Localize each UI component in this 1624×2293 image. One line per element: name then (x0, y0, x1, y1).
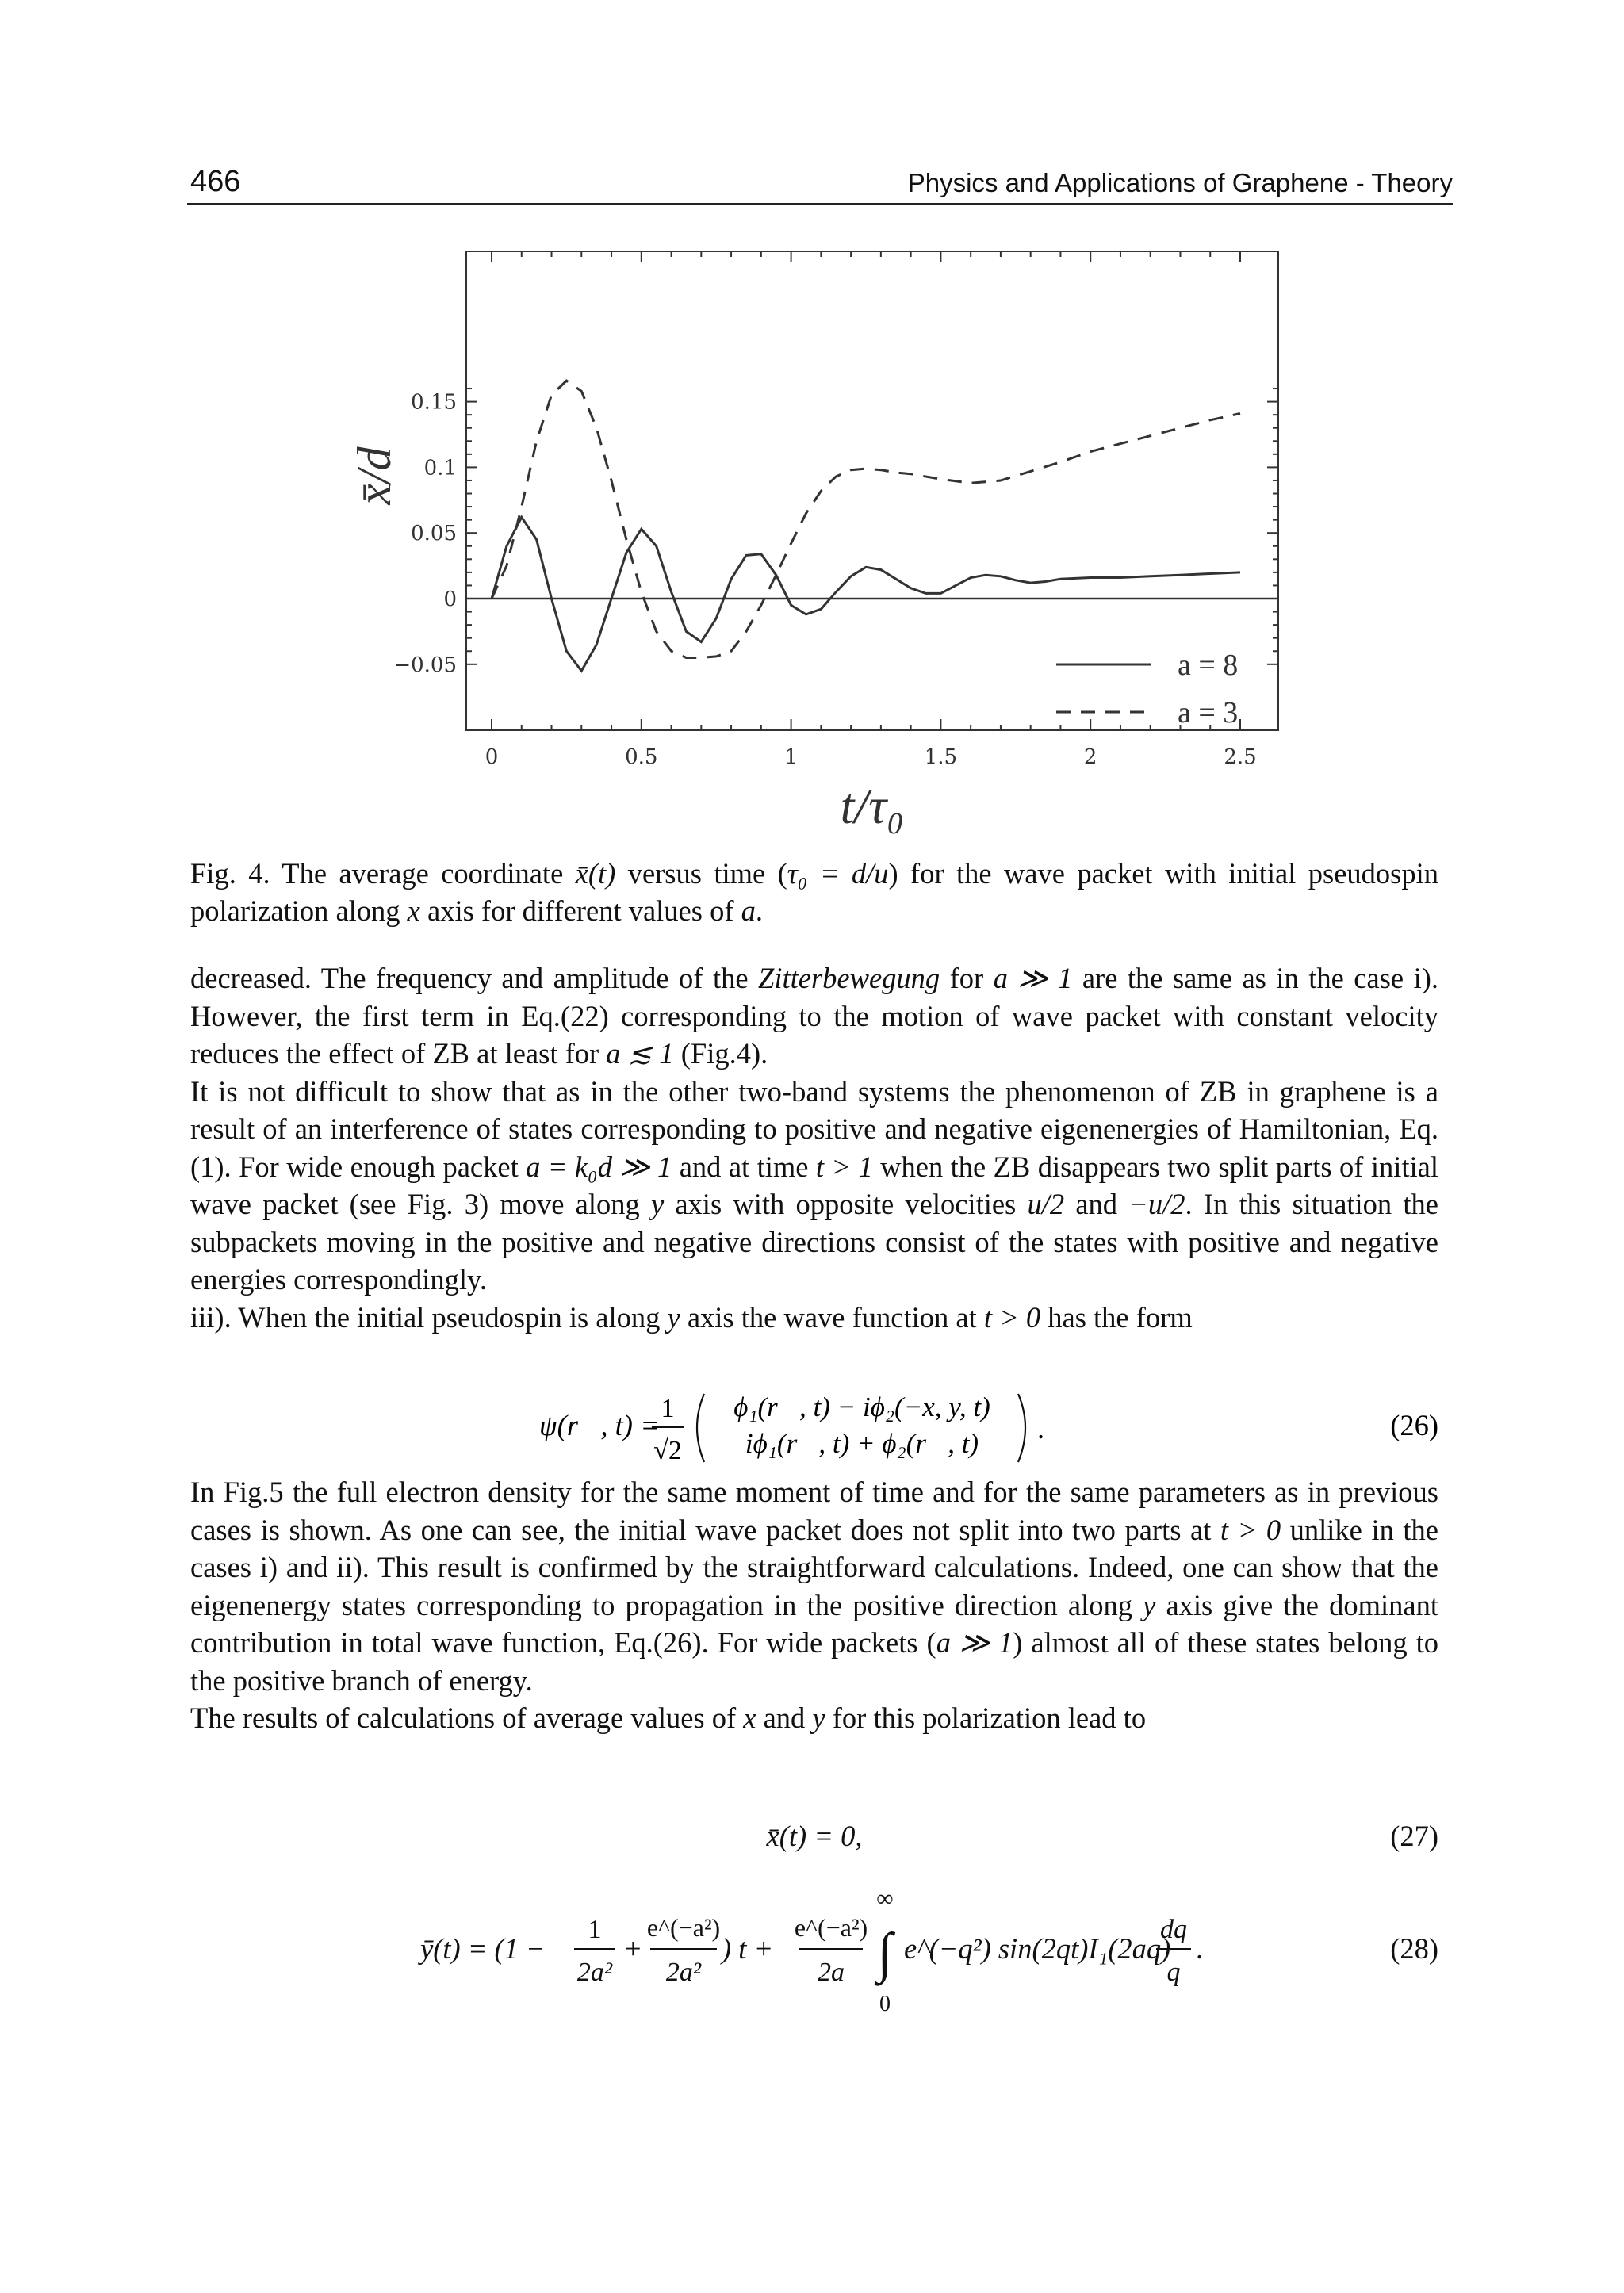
x-axis-title: t/τ₀ (840, 778, 905, 834)
y-tick-label: −0.05 (393, 653, 457, 677)
body-text-1 (190, 959, 1438, 1336)
figure-4-chart (317, 238, 1332, 856)
equation-26 (190, 1389, 1438, 1465)
y-axis-title: x̄/d (348, 446, 400, 505)
series-a8-line (492, 517, 1240, 671)
svg-text:√2: √2 (653, 1436, 682, 1465)
svg-text:e^(−a²): e^(−a²) (646, 1913, 721, 1942)
svg-text:1: 1 (661, 1394, 675, 1423)
svg-text:2a: 2a (818, 1958, 845, 1987)
x-tick-label: 1.5 (924, 745, 958, 769)
x-tick-label: 2.5 (1224, 745, 1257, 769)
header-rule (187, 203, 1453, 205)
svg-text:ϕ₁(r⃗, t) − iϕ₂(−x, y, t): ϕ₁(r⃗, t) − iϕ₂(−x, y, t) (733, 1391, 990, 1422)
svg-text:.: . (1037, 1412, 1045, 1445)
x-tick-label: 0.5 (625, 745, 658, 769)
svg-text:ȳ(t) = (1 −: ȳ(t) = (1 − (420, 1932, 546, 1965)
svg-text:∫: ∫ (877, 1923, 893, 1984)
svg-text:∞: ∞ (876, 1885, 894, 1912)
paragraph-fig5: In Fig.5 the full electron density for the same moment of time and for the same parameters as in previous cases is shown. As one can see, the initial wave packet does not split into two parts at t > 0 unlike in the cases i) and ii). This result is confirmed by the straightforward calculations. Indeed, one can show that the eigenenergy states corresponding to propagation in the positive direction along y axis give the dominant contribution in total wave function, Eq.(26). For wide packets (a ≫ 1) almost all of these states belong to the positive branch of energy. (190, 1476, 1438, 1697)
svg-text:ψ(r⃗, t) =: ψ(r⃗, t) = (539, 1409, 660, 1441)
svg-text:e^(−a²): e^(−a²) (794, 1913, 868, 1942)
legend-label-a8: a = 8 (1178, 649, 1239, 682)
x-tick-labels (485, 745, 1257, 769)
svg-text:1: 1 (588, 1915, 602, 1944)
legend-label-a3: a = 3 (1178, 696, 1239, 729)
paragraph-case-iii: iii). When the initial pseudospin is along y axis the wave function at t > 0 has the form (190, 1300, 1193, 1334)
equation-27 (190, 1819, 1438, 1859)
equation-27-number: (27) (1390, 1820, 1438, 1852)
svg-text:e^(−q²) sin(2qt)I₁(2aq): e^(−q²) sin(2qt)I₁(2aq) (904, 1932, 1171, 1965)
figure-caption: Fig. 4. The average coordinate x̄(t) versus time (τ₀ = d/u) for the wave packet with initial pseudospin polarization along x axis for different values of a. (190, 857, 1438, 927)
svg-text:.: . (1196, 1932, 1204, 1965)
svg-text:(28): (28) (1390, 1932, 1438, 1965)
svg-text:2a²: 2a² (576, 1958, 613, 1987)
svg-text:+: + (625, 1932, 642, 1965)
series-a3-line (492, 381, 1240, 657)
svg-text:dq: dq (1160, 1915, 1187, 1944)
equation-28 (190, 1878, 1438, 2020)
paragraph-results: The results of calculations of average values of x and y for this polarization lead to (190, 1702, 1147, 1734)
page-number: 466 (190, 165, 241, 198)
y-tick-label: 0.05 (411, 522, 457, 546)
svg-text:2a²: 2a² (665, 1958, 702, 1987)
equation-28-render (190, 1878, 1438, 2020)
body-text-2 (190, 1473, 1438, 1737)
svg-text:iϕ₁(r⃗, t) + ϕ₂(r⃗, t): iϕ₁(r⃗, t) + ϕ₂(r⃗, t) (745, 1428, 979, 1459)
svg-text:) t +: ) t + (722, 1932, 774, 1965)
y-tick-label: 0 (443, 588, 457, 611)
svg-text:(26): (26) (1390, 1409, 1438, 1441)
paragraph-zb-amplitude: decreased. The frequency and amplitude of the Zitterbewegung for a ≫ 1 are the same as in the case i). However, the first term in Eq.(22) corresponding to the motion of wave packet with constant velocity reduces the effect of ZB at least for a ≲ 1 (Fig.4). (190, 962, 1438, 1070)
x-tick-label: 2 (1083, 745, 1097, 769)
paragraph-interference: It is not difficult to show that as in the other two-band systems the phenomenon of ZB in graphene is a result of an interference of states corresponding to positive and negative eigenenergies of Hamiltonian, Eq.(1). For wide enough packet a = k₀d ≫ 1 and at time t > 1 when the ZB disappears two split parts of initial wave packet (see Fig. 3) move along y axis with opposite velocities u/2 and −u/2. In this situation the subpackets moving in the positive and negative directions consist of the states with positive and negative energies correspondingly. (190, 1074, 1438, 1296)
x-tick-label: 1 (784, 745, 798, 769)
equation-27-body: x̄(t) = 0, (766, 1820, 863, 1852)
equation-26-render (190, 1389, 1438, 1468)
svg-text:q: q (1166, 1958, 1181, 1987)
y-tick-label: 0.1 (423, 456, 457, 480)
y-tick-label: 0.15 (411, 390, 457, 415)
running-title: Physics and Applications of Graphene - Theory (907, 168, 1453, 197)
x-tick-label: 0 (485, 745, 499, 769)
svg-text:0: 0 (879, 1992, 891, 2016)
legend (1056, 649, 1238, 729)
y-tick-labels (393, 391, 457, 677)
